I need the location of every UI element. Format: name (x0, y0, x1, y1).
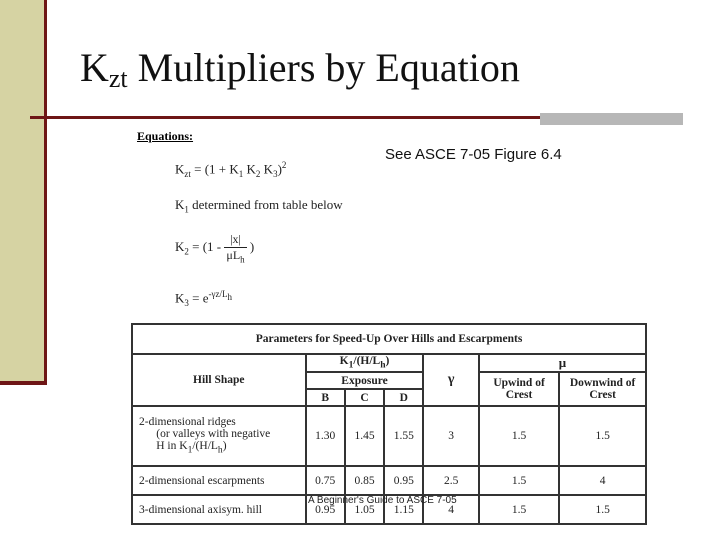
gamma-header: γ (423, 354, 478, 406)
exposure-c-header: C (345, 389, 384, 406)
row-shape: 2-dimensional ridges (or valleys with negative H in $K_1/(H/L_h)$ (132, 406, 306, 466)
slide-title: $K_{zt}$ Multipliers by Equation (80, 45, 520, 93)
row-downwind: 1.5 (559, 495, 646, 524)
exposure-header: Exposure (306, 372, 424, 389)
table-title: Parameters for Speed-Up Over Hills and Escarpments (132, 324, 646, 354)
row-k1-b: 1.30 (306, 406, 345, 466)
row-k1-d: 1.15 (384, 495, 423, 524)
upwind-header: Upwind of Crest (479, 372, 559, 406)
row-k1-c: 1.05 (345, 495, 384, 524)
equation-k2-fraction (224, 232, 246, 264)
exposure-d-header: D (384, 389, 423, 406)
equations-heading: Equations: (137, 129, 194, 143)
title-rule-accent (540, 113, 683, 125)
exposure-b-header: B (306, 389, 345, 406)
row-downwind: 4 (559, 466, 646, 495)
row-downwind: 1.5 (559, 406, 646, 466)
equation-k1: $K_1$ determined from table below (175, 197, 343, 215)
reference-note: See ASCE 7-05 Figure 6.4 (385, 146, 562, 163)
mu-header: μ (479, 354, 646, 372)
row-gamma: 4 (423, 495, 478, 524)
equation-kzt: $K_{zt} = (1 + K_1$ $K_2$ $K_3)^2$ (175, 160, 287, 179)
left-accent-bar-base (0, 381, 47, 385)
row-k1-b: 0.95 (306, 495, 345, 524)
title-rule (30, 116, 540, 119)
downwind-header: Downwind of Crest (559, 372, 646, 406)
equation-k3: $K_3 = e^{-\gamma z/L_h}$ (175, 289, 232, 308)
left-accent-bar (0, 0, 47, 384)
row-gamma: 3 (423, 406, 478, 466)
hill-shape-header: Hill Shape (132, 354, 306, 406)
slide-footer: A Beginner's Guide to ASCE 7-05 (308, 495, 457, 506)
row-k1-c: 0.85 (345, 466, 384, 495)
row-gamma: 2.5 (423, 466, 478, 495)
row-shape: 3-dimensional axisym. hill (132, 495, 306, 524)
row-upwind: 1.5 (479, 466, 559, 495)
equation-k2-rhs: ) (249, 239, 255, 255)
row-k1-d: 1.55 (384, 406, 423, 466)
row-upwind: 1.5 (479, 406, 559, 466)
row-k1-c: 1.45 (345, 406, 384, 466)
equation-k2-numerator: |x| (224, 232, 246, 248)
equation-k2 (175, 232, 254, 264)
row-upwind: 1.5 (479, 495, 559, 524)
row-k1-b: 0.75 (306, 466, 345, 495)
k1-header: $K_1/(H/L_h)$ (306, 354, 424, 372)
row-k1-d: 0.95 (384, 466, 423, 495)
equation-k2-denominator: $\mu L_h$ (226, 248, 245, 265)
row-shape: 2-dimensional escarpments (132, 466, 306, 495)
equation-k2-lhs: $K_2 = (1$ - (175, 239, 222, 257)
